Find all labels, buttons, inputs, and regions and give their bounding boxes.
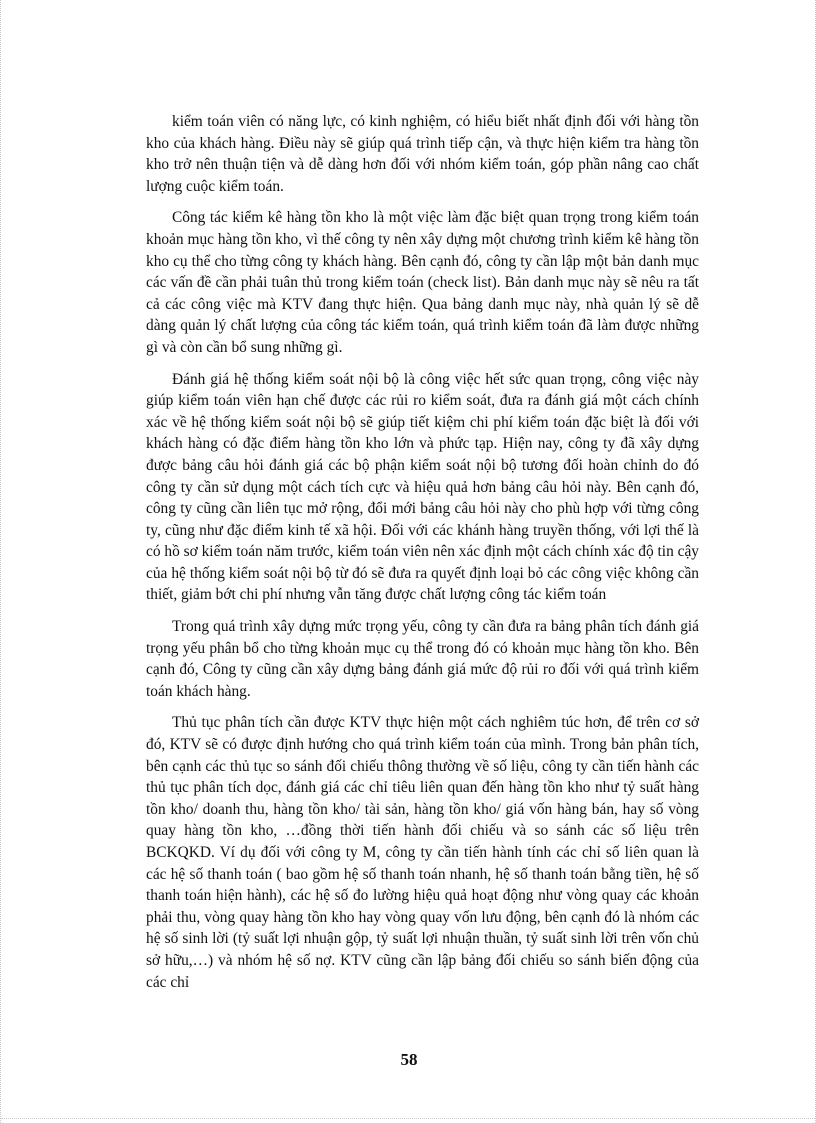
page-bottom-divider <box>1 1118 816 1119</box>
paragraph-3: Đánh giá hệ thống kiểm soát nội bộ là công việc hết sức quan trọng, công việc này giúp kiểm toán viên hạn chế được các rủi ro kiểm soát, đưa ra đánh giá một cách chính xác về hệ thống kiểm soát nội bộ sẽ giúp tiết kiệm chi phí kiểm toán đặc biệt là đối với khách hàng có đặc điểm hàng tồn kho lớn và phức tạp. Hiện nay, công ty đã xây dựng được bảng câu hỏi đánh giá các bộ phận kiểm soát nội bộ tương đối hoàn chỉnh do đó công ty cần sử dụng một cách tích cực và hiệu quả hơn bảng câu hỏi này. Bên cạnh đó, công ty cũng cần liên tục mở rộng, đổi mới bảng câu hỏi này cho phù hợp với từng công ty, cũng như đặc điểm kinh tế xã hội. Đối với các khánh hàng truyền thống, với lợi thế là có hồ sơ kiểm toán năm trước, kiểm toán viên nên xác định một cách chính xác độ tin cậy của hệ thống kiểm soát nội bộ từ đó sẽ đưa ra quyết định loại bỏ các công việc không cần thiết, giảm bớt chi phí nhưng vẫn tăng được chất lượng công tác kiểm toán <box>146 370 699 604</box>
paragraph-1: kiểm toán viên có năng lực, có kinh nghiệm, có hiểu biết nhất định đối với hàng tồn kho của khách hàng. Điều này sẽ giúp quá trình tiếp cận, và thực hiện kiểm tra hàng tồn kho trở nên thuận tiện và dễ dàng hơn đối với nhóm kiểm toán, góp phần nâng cao chất lượng cuộc kiểm toán. <box>146 113 699 195</box>
page-number: 58 <box>400 1050 418 1069</box>
paragraph-2: Công tác kiểm kê hàng tồn kho là một việc làm đặc biệt quan trọng trong kiểm toán khoản mục hàng tồn kho, vì thế công ty nên xây dựng một chương trình kiểm kê hàng tồn kho cụ thể cho từng công ty khách hàng. Bên cạnh đó, công ty cần lập một bản danh mục các vấn đề cần phải tuân thủ trong kiểm toán (check list). Bản danh mục này sẽ nêu ra tất cả các công việc mà KTV đang thực hiện. Qua bảng danh mục này, nhà quản lý sẽ dễ dàng quản lý chất lượng của công tác kiểm toán, quá trình kiểm toán đã làm được những gì và còn cần bổ sung những gì. <box>146 209 699 356</box>
body-text <box>146 111 699 1003</box>
paragraph-4: Trong quá trình xây dựng mức trọng yếu, công ty cần đưa ra bảng phân tích đánh giá trọng yếu phân bổ cho từng khoản mục cụ thể trong đó có khoản mục hàng tồn kho. Bên cạnh đó, Công ty cũng cần xây dựng bảng đánh giá mức độ rủi ro đối với quá trình kiểm toán khách hàng. <box>146 618 699 700</box>
paragraph-5: Thủ tục phân tích cần được KTV thực hiện một cách nghiêm túc hơn, để trên cơ sở đó, KTV sẽ có được định hướng cho quá trình kiểm toán của mình. Trong bản phân tích, bên cạnh các thủ tục so sánh đối chiếu thông thường về số liệu, công ty cần tiến hành các thủ tục phân tích dọc, đánh giá các chỉ tiêu liên quan đến hàng tồn kho như tỷ suất hàng tồn kho/ doanh thu, hàng tồn kho/ tài sản, hàng tồn kho/ giá vốn hàng bán, hay số vòng quay hàng tồn kho, …đồng thời tiến hành đối chiếu và so sánh các số liệu trên BCKQKD. Ví dụ đối với công ty M, công ty cần tiến hành tính các chỉ số liên quan là các hệ số thanh toán ( bao gồm hệ số thanh toán nhanh, hệ số thanh toán bằng tiền, hệ số thanh toán hiện hành), các hệ số đo lường hiệu quả hoạt động như vòng quay các khoản phải thu, vòng quay hàng tồn kho hay vòng quay vốn lưu động, bên cạnh đó là nhóm các hệ số sinh lời (tỷ suất lợi nhuận gộp, tỷ suất lợi nhuận thuần, tỷ suất sinh lời trên vốn chủ sở hữu,…) và nhóm hệ số nợ. KTV cũng cần lập bảng đối chiếu so sánh biến động của các chỉ <box>146 714 699 991</box>
